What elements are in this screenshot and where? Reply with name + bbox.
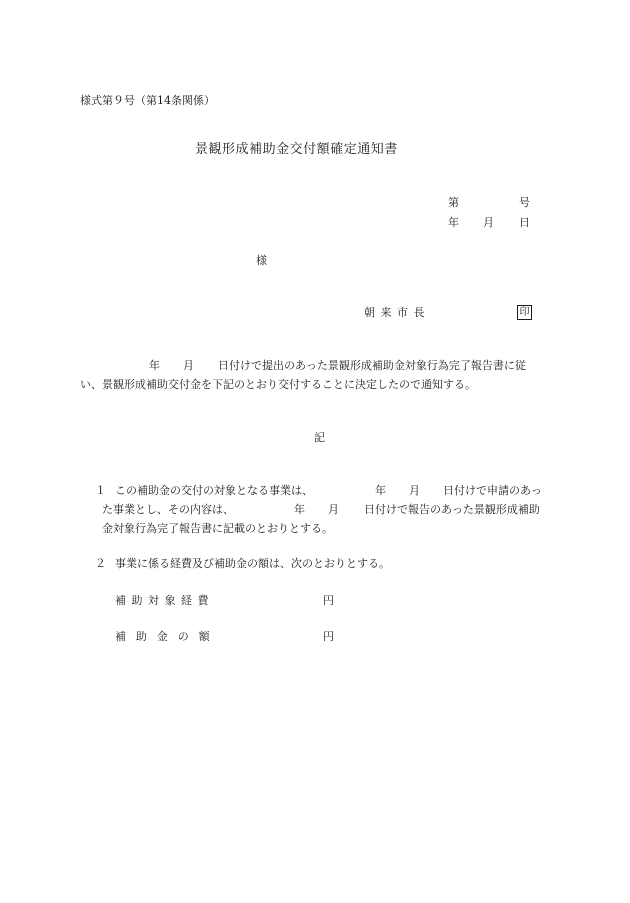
item1-number: １ [95,484,106,497]
doc-number-go: 号 [519,196,530,209]
recipient-suffix: 様 [256,254,267,267]
item1-line2-tsuki: 月 [328,503,339,516]
issuer-name: 朝来市長 [364,306,430,319]
item1-line1-b: 日付けで申請のあっ [443,484,542,497]
body-line1-nen: 年 [149,359,160,372]
item1-line1-a: この補助金の交付の対象となる事業は、 [115,484,313,497]
item1-line1-tsuki: 月 [409,484,420,497]
item2-number: ２ [95,557,106,570]
item1-line2-b: 日付けで報告のあった景観形成補助 [364,503,540,516]
item1-line2-a: た事業とし、その内容は、 [102,503,234,516]
seal-stamp: 印 [517,305,532,320]
date-tsuki: 月 [483,216,494,229]
ki-heading: 記 [314,431,325,444]
body-line1-text: 日付けで提出のあった景観形成補助金対象行為完了報告書に従 [218,359,526,372]
body-line2-text: い、景観形成補助交付金を下記のとおり交付することに決定したので通知する。 [80,378,476,391]
item1-line1-nen: 年 [375,484,386,497]
item2-text: 事業に係る経費及び補助金の額は、次のとおりとする。 [115,557,390,570]
item1-line3: 金対象行為完了報告書に記載のとおりとする。 [102,522,333,535]
doc-number-dai: 第 [448,196,459,209]
form-number: 様式第９号（第14条関係） [80,94,215,107]
amount-unit-subsidy-amount: 円 [323,630,334,643]
date-hi: 日 [519,216,530,229]
amount-label-subsidy-amount: 補助金の額 [115,630,220,643]
amount-unit-subsidy-cost: 円 [323,594,334,607]
date-nen: 年 [448,216,459,229]
body-line1-tsuki: 月 [183,359,194,372]
document-title: 景観形成補助金交付額確定通知書 [195,142,398,157]
item1-line2-nen: 年 [294,503,305,516]
amount-label-subsidy-cost: 補助対象経費 [115,594,214,607]
